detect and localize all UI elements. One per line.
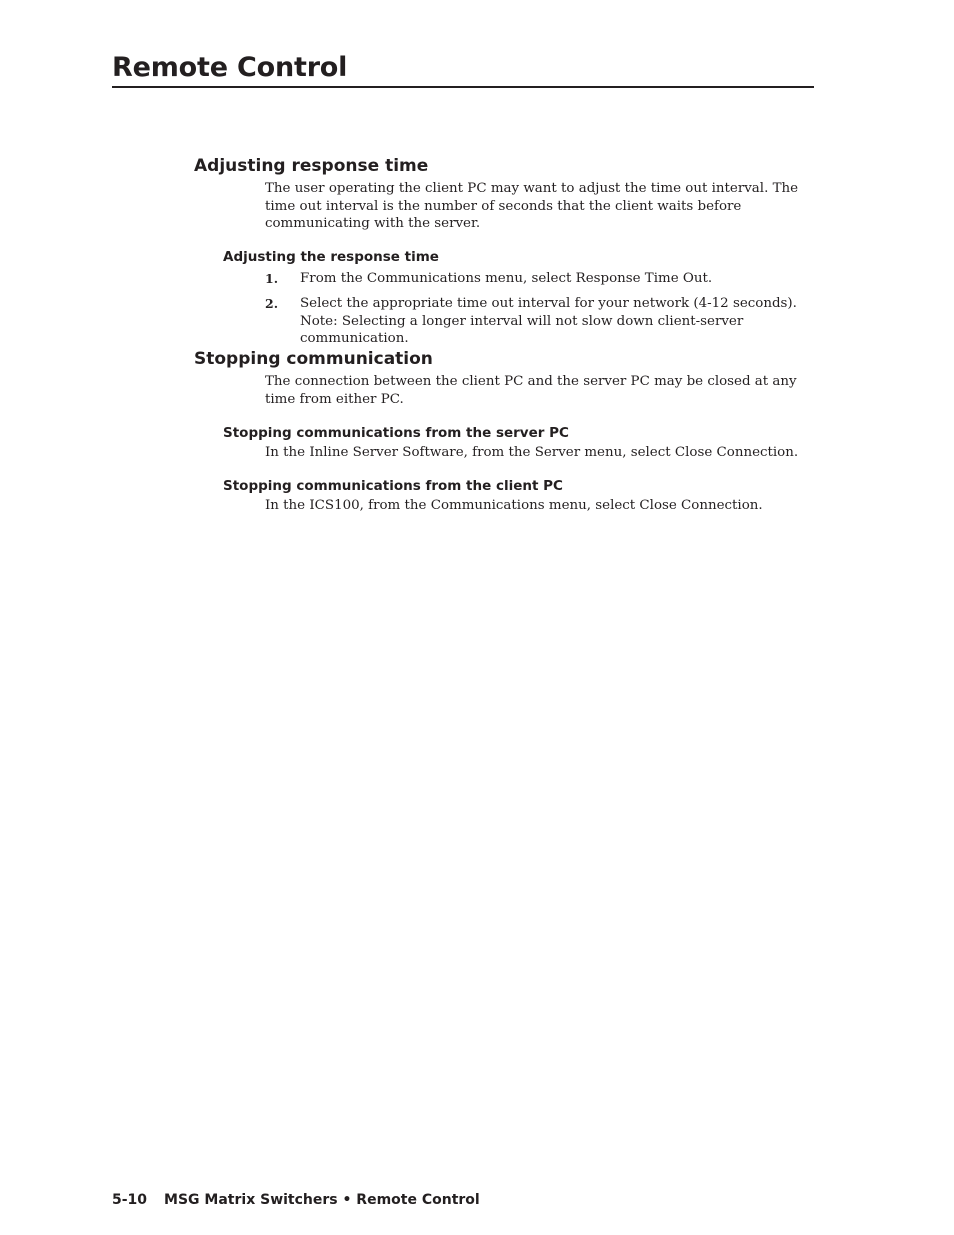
footer-page-number: 5-10 (112, 1192, 148, 1208)
step-number: 2. (265, 296, 279, 311)
step-text: Select the appropriate time out interval for your network (4-12 seconds). Note: Selecting a longer interval will not slow down client-server communication. (300, 296, 797, 346)
step-number: 1. (265, 271, 279, 286)
page-footer (112, 1190, 480, 1210)
section-body-stopping-communication: The connection between the client PC and the server PC may be closed at any time from either PC. (265, 374, 797, 407)
subsection-body-server-pc: In the Inline Server Software, from the Server menu, select Close Connection. (265, 445, 799, 460)
section-heading-stopping-communication: Stopping communication (194, 349, 433, 369)
footer-text: MSG Matrix Switchers • Remote Control (164, 1192, 480, 1208)
section-heading-adjusting-response-time: Adjusting response time (194, 156, 429, 176)
subsection-body-client-pc: In the ICS100, from the Communications menu, select Close Connection. (265, 498, 763, 513)
step-text: From the Communications menu, select Response Time Out. (300, 271, 713, 286)
title-rule (112, 86, 814, 88)
subsection-heading-adjusting-the-response-time: Adjusting the response time (223, 249, 439, 265)
subsection-heading-client-pc: Stopping communications from the client PC (223, 478, 563, 494)
section-body-adjusting-response-time: The user operating the client PC may want to adjust the time out interval. The time out interval is the number of seconds that the client waits before communicating with the server. (265, 181, 799, 231)
page-title: Remote Control (112, 52, 348, 83)
subsection-heading-server-pc: Stopping communications from the server PC (223, 425, 569, 441)
